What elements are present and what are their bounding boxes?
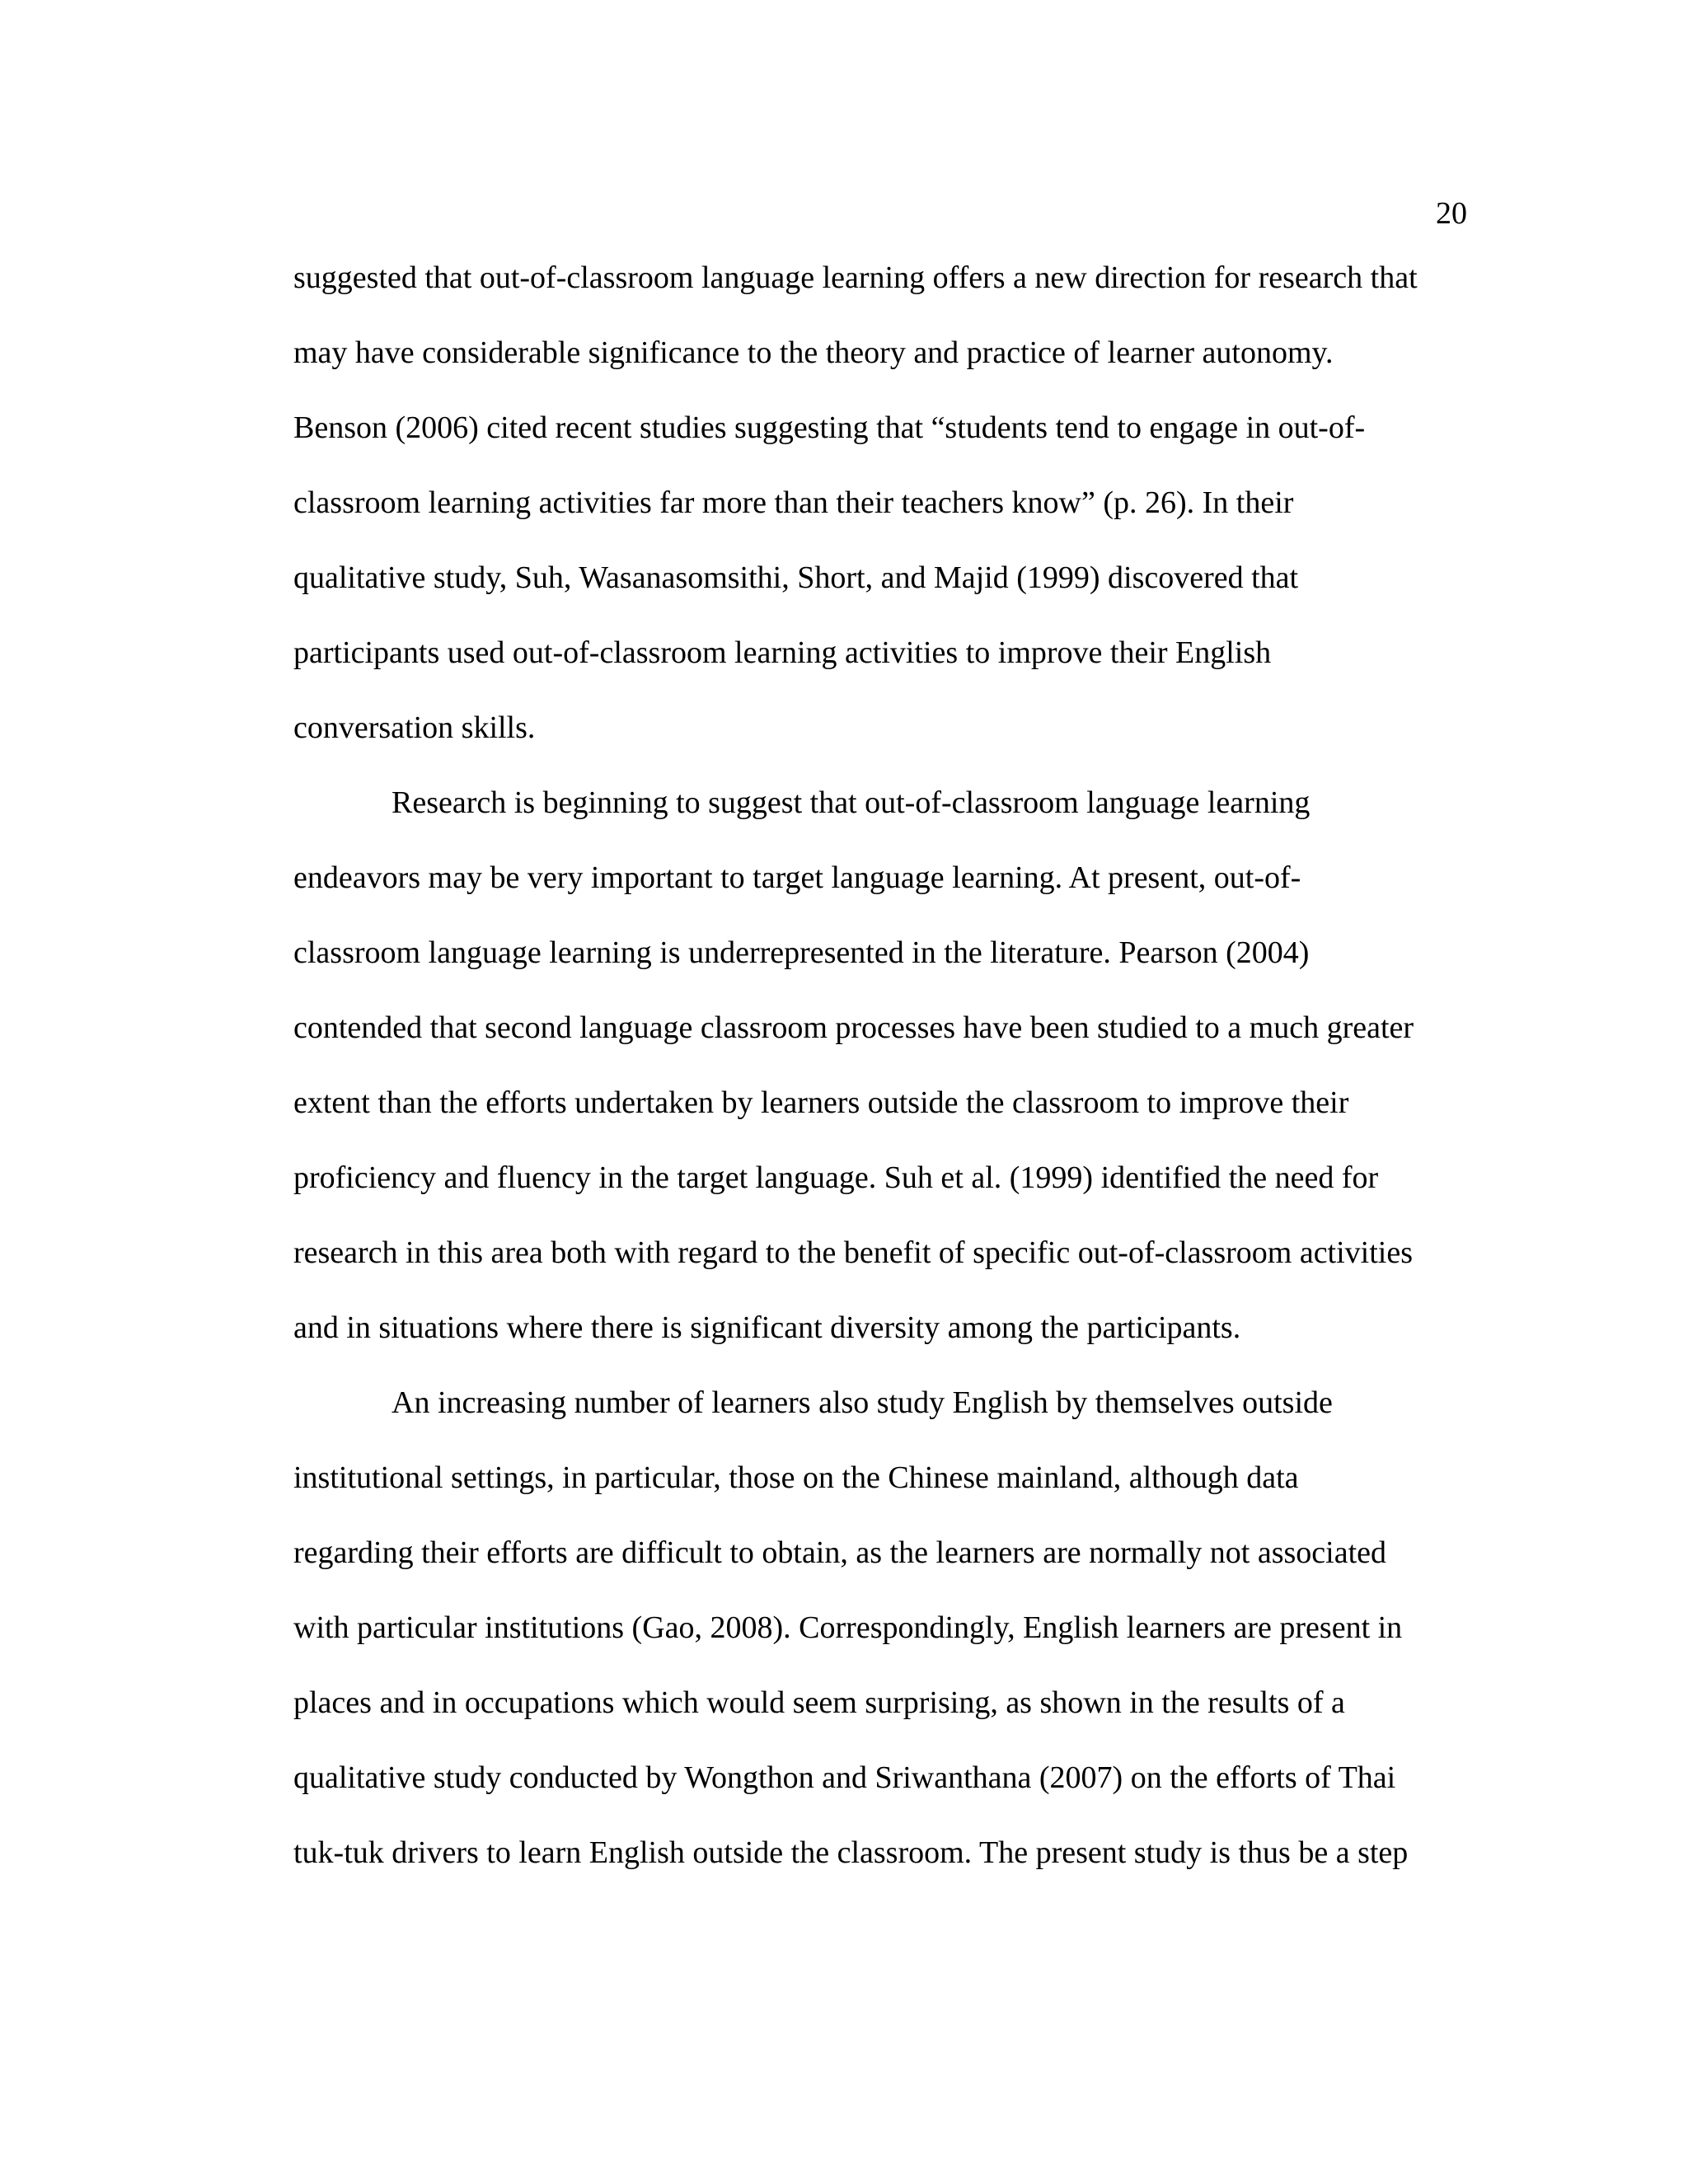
text-line: qualitative study, Suh, Wasanasomsithi, Short, and Majid (1999) discovered that: [293, 560, 1299, 595]
text-line: contended that second language classroom processes have been studied to a much greater: [293, 1010, 1414, 1045]
text-line: proficiency and fluency in the target language. Suh et al. (1999) identified the need for: [293, 1160, 1379, 1195]
text-line: regarding their efforts are difficult to obtain, as the learners are normally not associated: [293, 1535, 1386, 1570]
paragraph-first-line: An increasing number of learners also study English by themselves outside: [392, 1385, 1333, 1420]
text-line: tuk-tuk drivers to learn English outside the classroom. The present study is thus be a step: [293, 1835, 1409, 1870]
body-text: [293, 259, 1472, 1909]
text-line: suggested that out-of-classroom language learning offers a new direction for research that: [293, 260, 1418, 295]
text-line: may have considerable significance to the theory and practice of learner autonomy.: [293, 335, 1334, 370]
text-line: with particular institutions (Gao, 2008). Correspondingly, English learners are present in: [293, 1610, 1403, 1645]
text-line: places and in occupations which would seem surprising, as shown in the results of a: [293, 1685, 1345, 1720]
page-number: 20: [1436, 196, 1467, 231]
text-line: participants used out-of-classroom learning activities to improve their English: [293, 635, 1272, 670]
text-line: institutional settings, in particular, those on the Chinese mainland, although data: [293, 1460, 1299, 1495]
text-line: classroom learning activities far more than their teachers know” (p. 26). In their: [293, 485, 1294, 520]
text-line: Benson (2006) cited recent studies suggesting that “students tend to engage in out-of-: [293, 410, 1366, 445]
text-line: endeavors may be very important to target language learning. At present, out-of-: [293, 860, 1301, 895]
text-line: conversation skills.: [293, 710, 536, 745]
text-line: extent than the efforts undertaken by learners outside the classroom to improve their: [293, 1085, 1349, 1120]
text-line: and in situations where there is significant diversity among the participants.: [293, 1310, 1241, 1345]
text-line: qualitative study conducted by Wongthon and Sriwanthana (2007) on the efforts of Thai: [293, 1760, 1396, 1795]
text-line: research in this area both with regard to the benefit of specific out-of-classroom activities: [293, 1235, 1413, 1270]
paragraph-first-line: Research is beginning to suggest that out-of-classroom language learning: [392, 785, 1311, 820]
text-line: classroom language learning is underrepresented in the literature. Pearson (2004): [293, 935, 1310, 970]
